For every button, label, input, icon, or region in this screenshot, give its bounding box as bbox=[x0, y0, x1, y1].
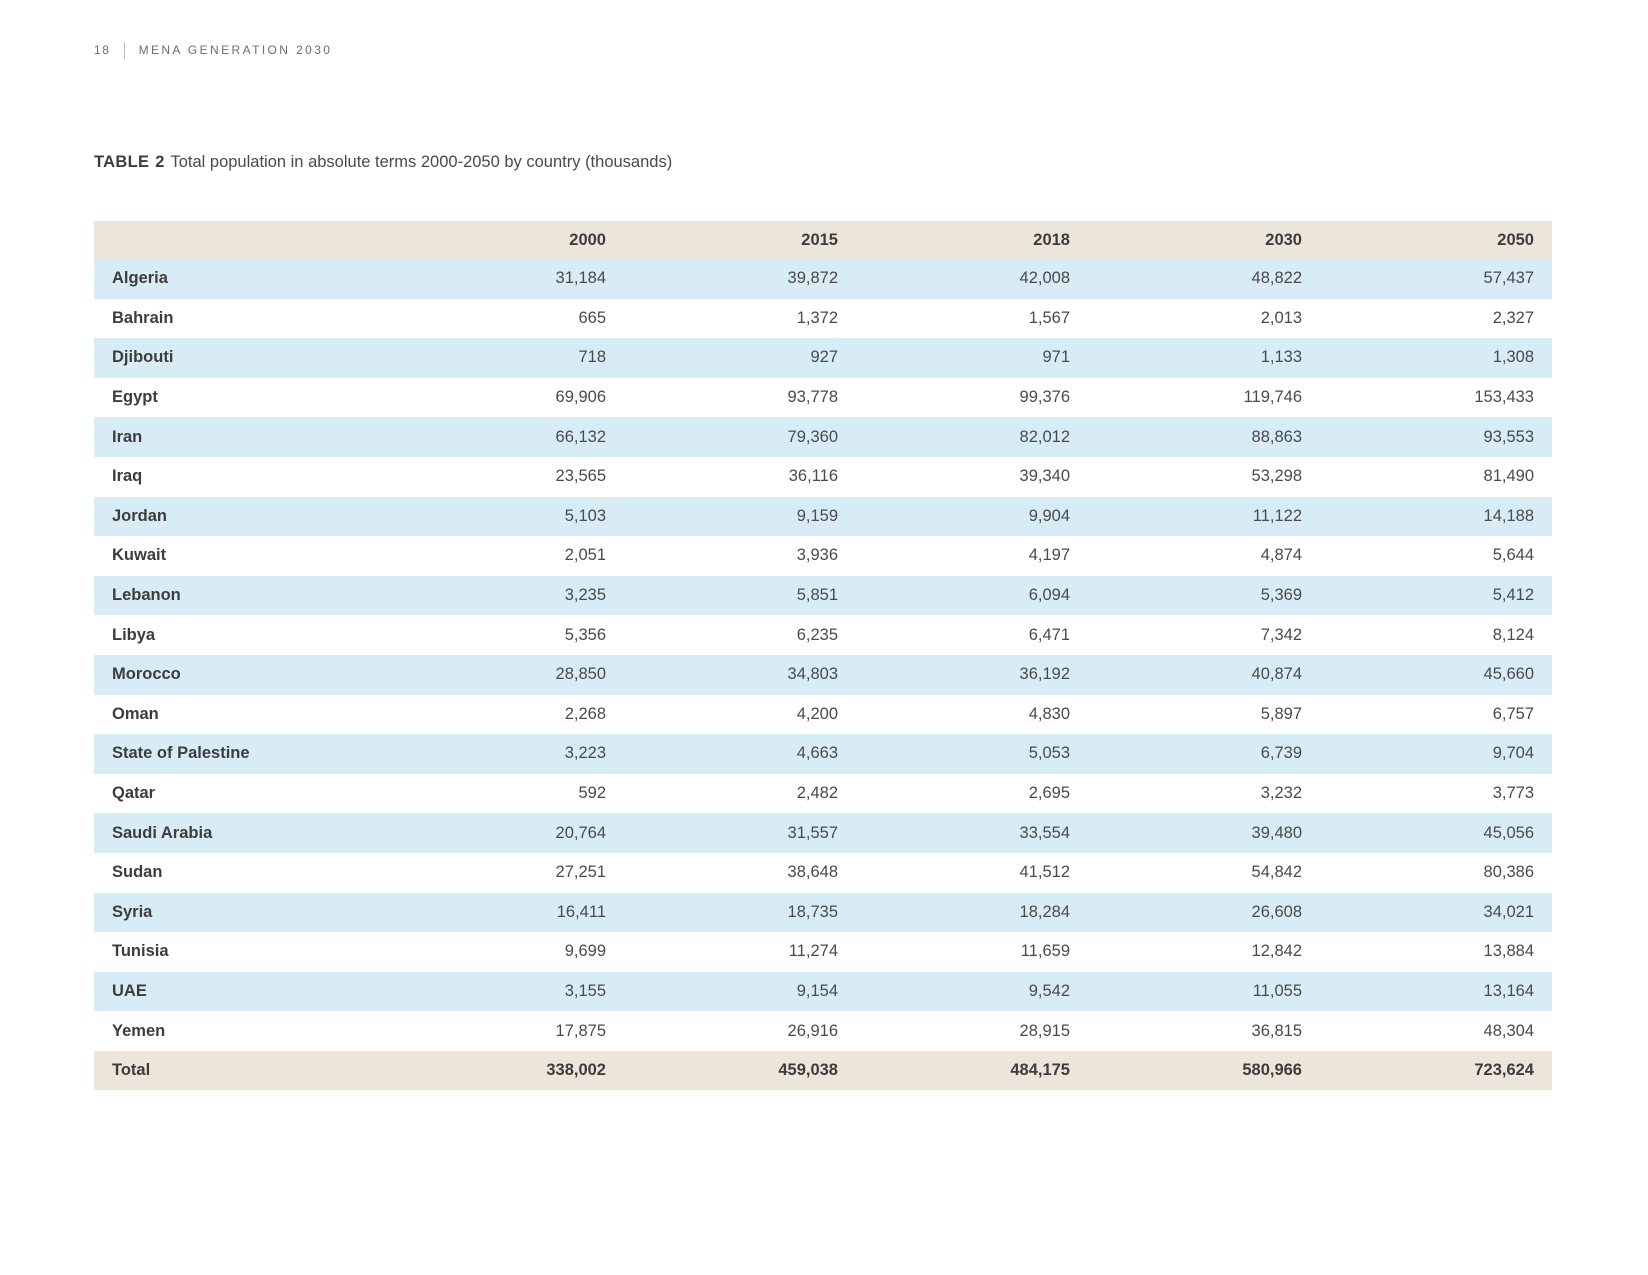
table-row bbox=[94, 853, 1552, 893]
cell-value-2015: 18,735 bbox=[624, 893, 856, 933]
cell-country: State of Palestine bbox=[94, 734, 392, 774]
cell-value-2030: 119,746 bbox=[1088, 378, 1320, 418]
table-row bbox=[94, 774, 1552, 814]
cell-value-2018: 6,471 bbox=[856, 615, 1088, 655]
cell-value-2050: 14,188 bbox=[1320, 497, 1552, 537]
cell-value-2000: 9,699 bbox=[392, 932, 624, 972]
cell-value-2000: 3,155 bbox=[392, 972, 624, 1012]
table-row bbox=[94, 338, 1552, 378]
cell-country: Morocco bbox=[94, 655, 392, 695]
document-title: MENA GENERATION 2030 bbox=[138, 43, 333, 57]
table-row bbox=[94, 972, 1552, 1012]
cell-value-2030: 5,897 bbox=[1088, 695, 1320, 735]
cell-value-2018: 39,340 bbox=[856, 457, 1088, 497]
cell-value-2000: 3,223 bbox=[392, 734, 624, 774]
cell-value-2030: 26,608 bbox=[1088, 893, 1320, 933]
header-row bbox=[94, 221, 1552, 259]
cell-country: Kuwait bbox=[94, 536, 392, 576]
cell-value-2050: 57,437 bbox=[1320, 259, 1552, 299]
cell-value-2018: 33,554 bbox=[856, 813, 1088, 853]
caption-label: TABLE bbox=[94, 153, 150, 171]
cell-value-2050: 153,433 bbox=[1320, 378, 1552, 418]
cell-value-2000: 27,251 bbox=[392, 853, 624, 893]
cell-value-2000: 338,002 bbox=[392, 1051, 624, 1091]
cell-country: Total bbox=[94, 1051, 392, 1091]
cell-value-2030: 36,815 bbox=[1088, 1011, 1320, 1051]
table-row bbox=[94, 695, 1552, 735]
header-cell-2030: 2030 bbox=[1088, 221, 1320, 259]
table-row bbox=[94, 576, 1552, 616]
cell-value-2050: 1,308 bbox=[1320, 338, 1552, 378]
cell-value-2000: 20,764 bbox=[392, 813, 624, 853]
cell-country: Sudan bbox=[94, 853, 392, 893]
cell-value-2015: 2,482 bbox=[624, 774, 856, 814]
cell-value-2015: 927 bbox=[624, 338, 856, 378]
cell-country: Djibouti bbox=[94, 338, 392, 378]
table-row bbox=[94, 536, 1552, 576]
cell-value-2000: 23,565 bbox=[392, 457, 624, 497]
cell-value-2018: 36,192 bbox=[856, 655, 1088, 695]
running-head-divider bbox=[124, 42, 125, 59]
table-row bbox=[94, 299, 1552, 339]
cell-value-2030: 11,055 bbox=[1088, 972, 1320, 1012]
cell-value-2000: 2,051 bbox=[392, 536, 624, 576]
cell-value-2030: 6,739 bbox=[1088, 734, 1320, 774]
header-cell-country bbox=[94, 221, 392, 259]
table-row bbox=[94, 615, 1552, 655]
cell-value-2018: 18,284 bbox=[856, 893, 1088, 933]
cell-value-2018: 1,567 bbox=[856, 299, 1088, 339]
cell-value-2018: 2,695 bbox=[856, 774, 1088, 814]
cell-value-2018: 99,376 bbox=[856, 378, 1088, 418]
cell-value-2030: 40,874 bbox=[1088, 655, 1320, 695]
table-row bbox=[94, 734, 1552, 774]
cell-value-2050: 48,304 bbox=[1320, 1011, 1552, 1051]
cell-value-2050: 2,327 bbox=[1320, 299, 1552, 339]
cell-value-2015: 4,663 bbox=[624, 734, 856, 774]
cell-value-2050: 13,164 bbox=[1320, 972, 1552, 1012]
table-row bbox=[94, 457, 1552, 497]
cell-value-2015: 6,235 bbox=[624, 615, 856, 655]
cell-value-2050: 6,757 bbox=[1320, 695, 1552, 735]
cell-value-2050: 93,553 bbox=[1320, 417, 1552, 457]
cell-value-2018: 484,175 bbox=[856, 1051, 1088, 1091]
cell-country: Algeria bbox=[94, 259, 392, 299]
cell-value-2050: 13,884 bbox=[1320, 932, 1552, 972]
cell-value-2050: 723,624 bbox=[1320, 1051, 1552, 1091]
cell-value-2030: 7,342 bbox=[1088, 615, 1320, 655]
table-body bbox=[94, 259, 1552, 1090]
cell-value-2050: 3,773 bbox=[1320, 774, 1552, 814]
table-caption bbox=[94, 153, 672, 172]
cell-country: Libya bbox=[94, 615, 392, 655]
cell-value-2015: 9,154 bbox=[624, 972, 856, 1012]
cell-value-2018: 82,012 bbox=[856, 417, 1088, 457]
cell-value-2015: 5,851 bbox=[624, 576, 856, 616]
cell-value-2015: 3,936 bbox=[624, 536, 856, 576]
cell-country: Syria bbox=[94, 893, 392, 933]
cell-value-2030: 12,842 bbox=[1088, 932, 1320, 972]
cell-value-2018: 5,053 bbox=[856, 734, 1088, 774]
cell-value-2018: 11,659 bbox=[856, 932, 1088, 972]
cell-value-2000: 16,411 bbox=[392, 893, 624, 933]
cell-country: Jordan bbox=[94, 497, 392, 537]
header-cell-2018: 2018 bbox=[856, 221, 1088, 259]
cell-value-2030: 5,369 bbox=[1088, 576, 1320, 616]
cell-value-2000: 69,906 bbox=[392, 378, 624, 418]
cell-value-2000: 2,268 bbox=[392, 695, 624, 735]
cell-value-2018: 4,830 bbox=[856, 695, 1088, 735]
table-row bbox=[94, 932, 1552, 972]
cell-value-2015: 4,200 bbox=[624, 695, 856, 735]
cell-country: Bahrain bbox=[94, 299, 392, 339]
cell-value-2015: 79,360 bbox=[624, 417, 856, 457]
cell-value-2015: 1,372 bbox=[624, 299, 856, 339]
cell-value-2015: 34,803 bbox=[624, 655, 856, 695]
cell-country: Saudi Arabia bbox=[94, 813, 392, 853]
cell-country: Tunisia bbox=[94, 932, 392, 972]
cell-country: Yemen bbox=[94, 1011, 392, 1051]
cell-value-2015: 459,038 bbox=[624, 1051, 856, 1091]
cell-value-2030: 48,822 bbox=[1088, 259, 1320, 299]
cell-value-2015: 39,872 bbox=[624, 259, 856, 299]
table-row bbox=[94, 378, 1552, 418]
cell-value-2015: 11,274 bbox=[624, 932, 856, 972]
cell-value-2030: 39,480 bbox=[1088, 813, 1320, 853]
cell-value-2050: 5,412 bbox=[1320, 576, 1552, 616]
running-head bbox=[94, 40, 332, 60]
header-cell-2000: 2000 bbox=[392, 221, 624, 259]
cell-value-2050: 45,056 bbox=[1320, 813, 1552, 853]
cell-country: Iraq bbox=[94, 457, 392, 497]
cell-country: UAE bbox=[94, 972, 392, 1012]
population-table bbox=[94, 221, 1552, 1090]
cell-value-2018: 28,915 bbox=[856, 1011, 1088, 1051]
cell-value-2030: 2,013 bbox=[1088, 299, 1320, 339]
cell-value-2030: 53,298 bbox=[1088, 457, 1320, 497]
page-number: 18 bbox=[94, 43, 111, 57]
cell-value-2018: 41,512 bbox=[856, 853, 1088, 893]
cell-value-2018: 6,094 bbox=[856, 576, 1088, 616]
table-row bbox=[94, 655, 1552, 695]
cell-value-2000: 592 bbox=[392, 774, 624, 814]
cell-value-2000: 718 bbox=[392, 338, 624, 378]
table-header bbox=[94, 221, 1552, 259]
table-row bbox=[94, 259, 1552, 299]
cell-value-2050: 81,490 bbox=[1320, 457, 1552, 497]
cell-country: Iran bbox=[94, 417, 392, 457]
cell-value-2030: 1,133 bbox=[1088, 338, 1320, 378]
cell-value-2000: 28,850 bbox=[392, 655, 624, 695]
table-row bbox=[94, 497, 1552, 537]
table-row bbox=[94, 417, 1552, 457]
cell-value-2050: 8,124 bbox=[1320, 615, 1552, 655]
cell-value-2050: 80,386 bbox=[1320, 853, 1552, 893]
cell-value-2015: 36,116 bbox=[624, 457, 856, 497]
cell-country: Oman bbox=[94, 695, 392, 735]
table-container bbox=[94, 221, 1552, 1090]
table-row bbox=[94, 1011, 1552, 1051]
cell-value-2000: 5,356 bbox=[392, 615, 624, 655]
cell-value-2015: 38,648 bbox=[624, 853, 856, 893]
cell-value-2050: 5,644 bbox=[1320, 536, 1552, 576]
caption-number: 2 bbox=[155, 153, 165, 171]
cell-value-2000: 665 bbox=[392, 299, 624, 339]
table-row-total bbox=[94, 1051, 1552, 1091]
cell-value-2018: 971 bbox=[856, 338, 1088, 378]
cell-value-2015: 31,557 bbox=[624, 813, 856, 853]
cell-country: Egypt bbox=[94, 378, 392, 418]
cell-value-2000: 31,184 bbox=[392, 259, 624, 299]
table-row bbox=[94, 893, 1552, 933]
cell-value-2015: 9,159 bbox=[624, 497, 856, 537]
cell-value-2000: 17,875 bbox=[392, 1011, 624, 1051]
header-cell-2050: 2050 bbox=[1320, 221, 1552, 259]
table-row bbox=[94, 813, 1552, 853]
cell-value-2000: 66,132 bbox=[392, 417, 624, 457]
cell-value-2030: 11,122 bbox=[1088, 497, 1320, 537]
caption-text: Total population in absolute terms 2000-2050 by country (thousands) bbox=[170, 153, 673, 171]
cell-value-2018: 4,197 bbox=[856, 536, 1088, 576]
header-cell-2015: 2015 bbox=[624, 221, 856, 259]
cell-value-2030: 3,232 bbox=[1088, 774, 1320, 814]
cell-country: Qatar bbox=[94, 774, 392, 814]
cell-value-2030: 54,842 bbox=[1088, 853, 1320, 893]
cell-value-2000: 5,103 bbox=[392, 497, 624, 537]
cell-value-2015: 26,916 bbox=[624, 1011, 856, 1051]
cell-value-2030: 580,966 bbox=[1088, 1051, 1320, 1091]
cell-value-2018: 9,542 bbox=[856, 972, 1088, 1012]
cell-value-2000: 3,235 bbox=[392, 576, 624, 616]
cell-value-2030: 4,874 bbox=[1088, 536, 1320, 576]
cell-value-2050: 45,660 bbox=[1320, 655, 1552, 695]
cell-value-2015: 93,778 bbox=[624, 378, 856, 418]
cell-country: Lebanon bbox=[94, 576, 392, 616]
cell-value-2050: 9,704 bbox=[1320, 734, 1552, 774]
cell-value-2050: 34,021 bbox=[1320, 893, 1552, 933]
cell-value-2018: 9,904 bbox=[856, 497, 1088, 537]
cell-value-2030: 88,863 bbox=[1088, 417, 1320, 457]
cell-value-2018: 42,008 bbox=[856, 259, 1088, 299]
